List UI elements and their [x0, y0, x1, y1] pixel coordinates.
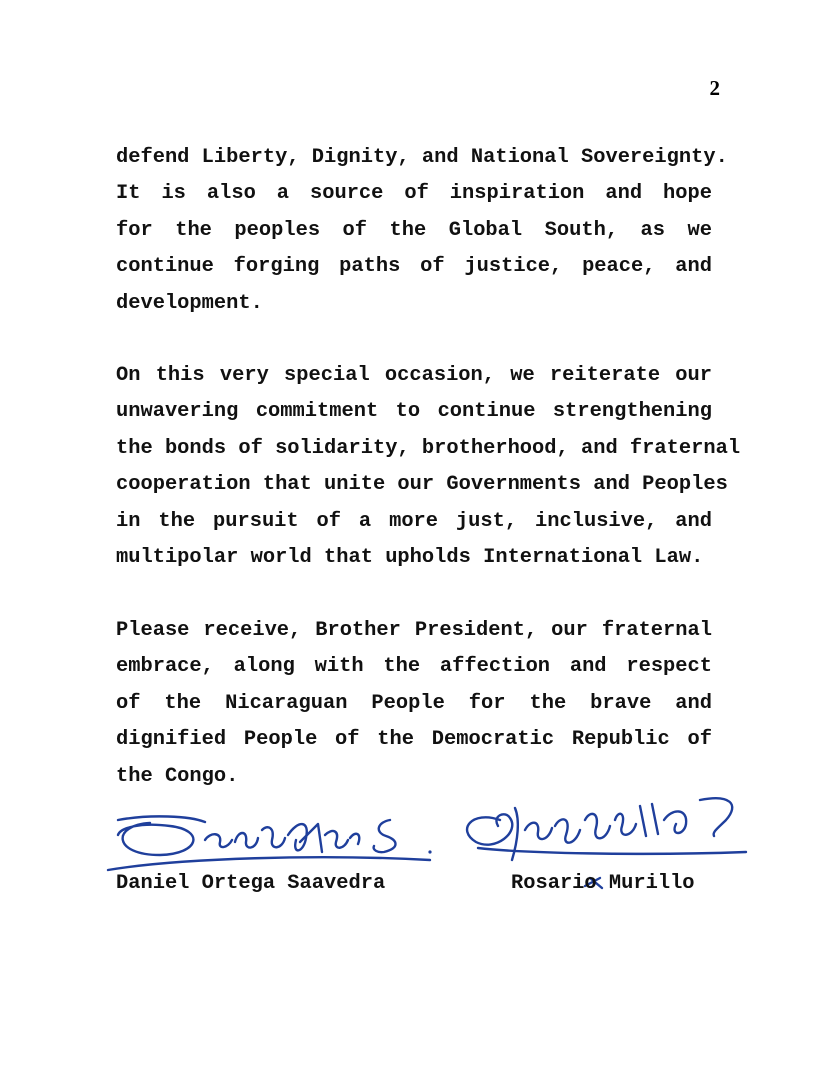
- text-line: for the peoples of the Global South, as we: [116, 218, 712, 242]
- text-line: development.: [116, 291, 263, 315]
- text-line: It is also a source of inspiration and hope: [116, 182, 712, 206]
- text-line: in the pursuit of a more just, inclusive, and: [116, 509, 712, 533]
- text-line: cooperation that unite our Governments and Peoples: [116, 473, 728, 497]
- text-line: multipolar world that upholds International Law.: [116, 545, 704, 569]
- text-line: On this very special occasion, we reiterate our: [116, 364, 712, 387]
- text-line: of the Nicaraguan People for the brave and: [116, 691, 712, 715]
- text-line: dignified People of the Democratic Republic of: [116, 728, 712, 752]
- signature-block: [0, 780, 825, 920]
- text-line: defend Liberty, Dignity, and National Sovereignty.: [116, 146, 728, 169]
- signatory-name-1: Daniel Ortega Saavedra: [116, 872, 386, 895]
- text-line: unwavering commitment to continue strengthening: [116, 400, 712, 424]
- paragraph-3: [116, 613, 712, 795]
- signatures-drawing: [0, 780, 825, 920]
- page-number: 2: [709, 76, 720, 100]
- paragraph-2: [116, 358, 741, 576]
- paragraph-1: [116, 140, 728, 322]
- text-line: continue forging paths of justice, peace, and: [116, 255, 712, 279]
- text-line: the Congo.: [116, 764, 239, 788]
- signatory-name-2: Rosario Murillo: [511, 872, 695, 895]
- text-line: the bonds of solidarity, brotherhood, and fraternal: [116, 436, 741, 460]
- handwritten-signature-1: [108, 816, 432, 870]
- text-line: embrace, along with the affection and respect: [116, 655, 712, 679]
- text-line: Please receive, Brother President, our fraternal: [116, 619, 712, 642]
